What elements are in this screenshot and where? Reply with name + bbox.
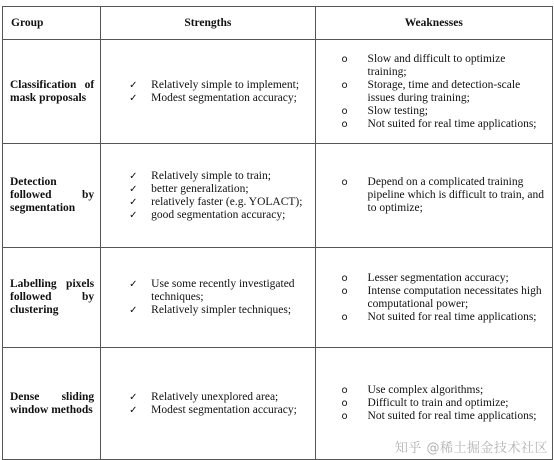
checkmark-icon: ✓ — [129, 196, 138, 208]
weakness-text: Depend on a complicated training pipeline which is difficult to train, and to optimize; — [367, 176, 544, 214]
table-row — [3, 144, 553, 248]
group-label-line: window methods — [10, 403, 93, 416]
strength-item — [129, 196, 314, 209]
circle-bullet-icon: o — [341, 285, 348, 297]
header-weaknesses: Weaknesses — [315, 7, 552, 40]
table-row — [3, 40, 553, 144]
group-label-line: Detection — [10, 176, 57, 188]
group-label-line: clustering — [10, 304, 59, 316]
strength-item — [129, 79, 314, 92]
checkmark-icon: ✓ — [129, 305, 138, 316]
weakness-item — [342, 176, 552, 215]
weakness-item — [342, 410, 552, 423]
watermark: 知乎 @稀土掘金技术社区 — [394, 441, 548, 456]
group-label-line: segmentation — [10, 202, 76, 214]
table-row — [3, 248, 553, 348]
circle-bullet-icon: o — [341, 398, 348, 409]
strength-text: better generalization; — [151, 182, 249, 195]
group-label-line: Dense sliding — [10, 390, 95, 403]
strength-text: Use some recently investigated techniques; — [151, 278, 295, 303]
strengths-cell — [101, 144, 315, 248]
weakness-item — [342, 53, 552, 79]
group-cell — [3, 40, 101, 144]
header-row — [3, 7, 553, 40]
strength-text: good segmentation accuracy; — [151, 208, 286, 221]
group-label-line: followed by — [10, 291, 95, 303]
weakness-item — [342, 285, 552, 311]
group-cell — [3, 248, 101, 348]
strengths-cell — [101, 248, 315, 348]
weakness-item — [342, 397, 552, 410]
strength-item — [129, 92, 314, 105]
weakness-text: Lesser segmentation accuracy; — [367, 271, 509, 284]
weakness-text: Difficult to train and optimize; — [367, 397, 509, 409]
circle-bullet-icon: o — [341, 105, 348, 117]
weakness-item — [342, 79, 552, 105]
strength-item — [129, 278, 314, 304]
weaknesses-cell — [315, 40, 552, 144]
strength-text: Modest segmentation accuracy; — [151, 403, 297, 416]
strength-item — [129, 404, 314, 417]
group-label-line: Classification of — [10, 78, 95, 91]
checkmark-icon: ✓ — [129, 209, 138, 221]
circle-bullet-icon: o — [341, 118, 348, 130]
weakness-text: Not suited for real time applications; — [367, 410, 537, 422]
weakness-text: Slow and difficult to optimize training; — [367, 52, 506, 78]
strengths-cell — [101, 40, 315, 144]
checkmark-icon: ✓ — [129, 183, 138, 195]
group-cell — [3, 144, 101, 248]
group-cell — [3, 348, 101, 460]
circle-bullet-icon: o — [341, 53, 348, 65]
circle-bullet-icon: o — [341, 79, 348, 91]
strength-text: Relatively simple to train; — [151, 169, 271, 182]
checkmark-icon: ✓ — [129, 170, 138, 182]
weakness-item — [342, 311, 552, 324]
strength-item — [129, 183, 314, 196]
weakness-item — [342, 272, 552, 285]
circle-bullet-icon: o — [341, 272, 348, 284]
strength-text: Relatively simple to implement; — [151, 78, 300, 91]
weakness-text: Slow testing; — [367, 104, 428, 117]
header-group: Group — [3, 7, 101, 40]
strength-item — [129, 391, 314, 404]
strength-text: Modest segmentation accuracy; — [151, 91, 297, 104]
circle-bullet-icon: o — [341, 177, 348, 188]
circle-bullet-icon: o — [341, 311, 348, 323]
group-label-line: Labelling pixels — [10, 278, 95, 290]
weakness-text: Not suited for real time applications; — [367, 117, 537, 130]
strength-item — [129, 209, 314, 222]
circle-bullet-icon: o — [341, 411, 348, 422]
group-label-line: mask proposals — [10, 91, 87, 104]
weakness-text: Not suited for real time applications; — [367, 310, 537, 323]
comparison-table — [2, 6, 553, 460]
checkmark-icon: ✓ — [129, 391, 138, 403]
checkmark-icon: ✓ — [129, 79, 138, 91]
circle-bullet-icon: o — [341, 385, 348, 396]
weaknesses-cell — [315, 144, 552, 248]
weakness-text: Storage, time and detection-scale issues during training; — [367, 78, 521, 104]
group-label-line: followed by — [10, 189, 95, 201]
strengths-cell — [101, 348, 315, 460]
checkmark-icon: ✓ — [129, 404, 138, 416]
strength-text: Relatively unexplored area; — [151, 390, 279, 403]
weakness-text: Intense computation necessitates high computational power; — [367, 284, 542, 310]
header-strengths: Strengths — [101, 7, 315, 40]
weakness-item — [342, 105, 552, 118]
checkmark-icon: ✓ — [129, 92, 138, 104]
weaknesses-cell — [315, 248, 552, 348]
strength-item — [129, 304, 314, 317]
strength-text: Relatively simpler techniques; — [151, 304, 292, 316]
weakness-item — [342, 118, 552, 131]
strength-text: relatively faster (e.g. YOLACT); — [151, 195, 303, 208]
weakness-text: Use complex algorithms; — [367, 384, 484, 396]
strength-item — [129, 170, 314, 183]
weakness-item — [342, 384, 552, 397]
checkmark-icon: ✓ — [129, 279, 138, 290]
